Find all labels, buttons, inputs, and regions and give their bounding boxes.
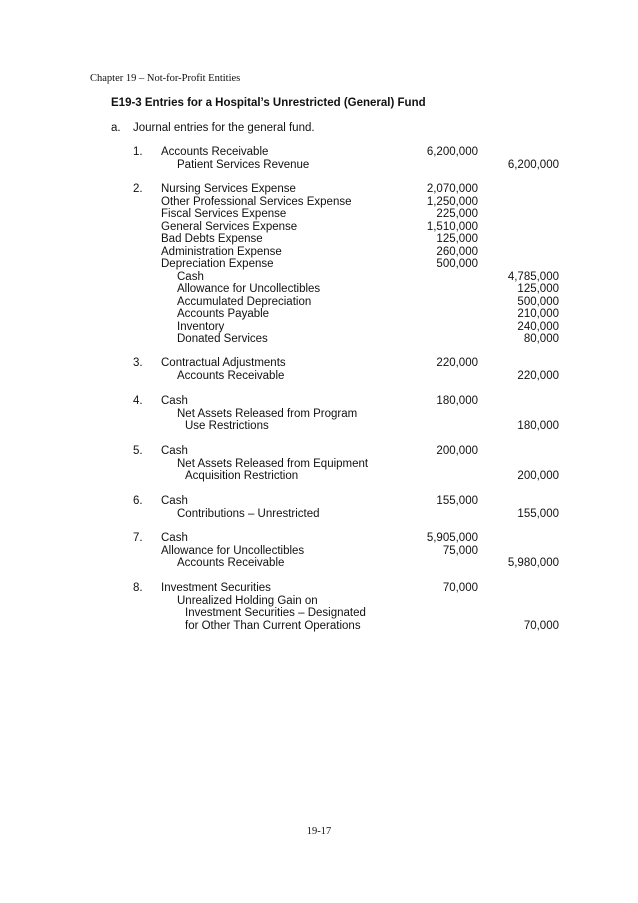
credit-account: Patient Services Revenue: [177, 158, 310, 171]
journal-line: [0, 495, 638, 508]
credit-account: Cash: [177, 270, 204, 283]
credit-amount: 200,000: [517, 470, 559, 482]
debit-account: Cash: [161, 395, 188, 407]
credit-account: Unrealized Holding Gain on: [177, 594, 318, 607]
journal-line: [0, 296, 638, 309]
debit-amount: 2,070,000: [426, 183, 478, 195]
running-header: Chapter 19 – Not-for-Profit Entities: [90, 73, 241, 84]
credit-amount: 180,000: [517, 420, 559, 432]
debit-account: General Services Expense: [161, 220, 298, 233]
journal-line: [0, 545, 638, 558]
debit-account: Accounts Receivable: [161, 146, 269, 158]
journal-line: [0, 370, 638, 383]
debit-amount: 220,000: [436, 357, 478, 369]
debit-amount: 155,000: [436, 495, 478, 507]
debit-account: Contractual Adjustments: [161, 357, 286, 369]
credit-account: Contributions – Unrestricted: [177, 507, 320, 520]
credit-amount: 500,000: [517, 295, 559, 308]
journal-line: [0, 357, 638, 370]
journal-line: [0, 508, 638, 521]
debit-amount: 1,510,000: [426, 220, 478, 233]
debit-amount: 1,250,000: [426, 195, 478, 208]
credit-amount: 4,785,000: [507, 270, 559, 283]
journal-line: [0, 458, 638, 471]
credit-account: Accumulated Depreciation: [177, 295, 312, 308]
entry-number: 4.: [133, 395, 143, 407]
credit-amount: 155,000: [517, 507, 559, 520]
debit-account: Cash: [161, 445, 188, 457]
entry-number: 5.: [133, 445, 143, 457]
credit-account: Allowance for Uncollectibles: [177, 283, 321, 295]
journal-line: [0, 246, 638, 259]
credit-amount: 210,000: [517, 308, 559, 320]
credit-account: Accounts Receivable: [177, 557, 285, 569]
credit-amount: 220,000: [517, 369, 559, 382]
journal-line: [0, 557, 638, 570]
credit-account: Net Assets Released from Equipment: [177, 457, 369, 470]
credit-account: Investment Securities – Designated: [185, 607, 366, 619]
credit-amount: 80,000: [523, 333, 559, 345]
entry-number: 8.: [133, 582, 143, 594]
debit-amount: 225,000: [436, 208, 478, 220]
journal-line: [0, 395, 638, 408]
debit-account: Other Professional Services Expense: [161, 195, 352, 208]
credit-account: Use Restrictions: [185, 420, 269, 432]
journal-line: [0, 607, 638, 620]
journal-line: [0, 408, 638, 421]
credit-account: Net Assets Released from Program: [177, 407, 358, 420]
journal-line: [0, 321, 638, 334]
debit-amount: 5,905,000: [426, 532, 478, 544]
part-letter: a.: [111, 122, 121, 134]
journal-line: [0, 159, 638, 172]
credit-account: for Other Than Current Operations: [185, 619, 361, 632]
debit-account: Allowance for Uncollectibles: [161, 544, 305, 557]
part-description: Journal entries for the general fund.: [133, 122, 315, 134]
debit-account: Cash: [161, 495, 188, 507]
debit-account: Investment Securities: [161, 582, 271, 594]
journal-line: [0, 420, 638, 433]
journal-line: [0, 532, 638, 545]
entry-number: 6.: [133, 495, 143, 507]
debit-amount: 70,000: [442, 582, 478, 594]
journal-line: [0, 208, 638, 221]
journal-line: [0, 221, 638, 234]
debit-account: Administration Expense: [161, 245, 282, 258]
debit-amount: 500,000: [436, 258, 478, 270]
credit-amount: 5,980,000: [507, 557, 559, 569]
debit-account: Bad Debts Expense: [161, 233, 263, 245]
entry-number: 7.: [133, 532, 143, 544]
page-number: 19-17: [306, 826, 332, 837]
debit-account: Fiscal Services Expense: [161, 208, 287, 220]
credit-account: Donated Services: [177, 333, 268, 345]
debit-amount: 180,000: [436, 395, 478, 407]
debit-account: Cash: [161, 532, 188, 544]
journal-line: [0, 271, 638, 284]
credit-amount: 240,000: [517, 320, 559, 333]
debit-account: Depreciation Expense: [161, 258, 274, 270]
credit-account: Acquisition Restriction: [185, 470, 299, 482]
journal-line: [0, 620, 638, 633]
entry-number: 1.: [133, 146, 143, 158]
debit-amount: 125,000: [436, 233, 478, 245]
debit-amount: 200,000: [436, 445, 478, 457]
entry-number: 2.: [133, 183, 143, 195]
credit-account: Inventory: [177, 320, 225, 333]
credit-amount: 70,000: [523, 619, 559, 632]
debit-amount: 260,000: [436, 245, 478, 258]
credit-account: Accounts Receivable: [177, 369, 285, 382]
debit-amount: 6,200,000: [426, 146, 478, 158]
credit-amount: 6,200,000: [507, 158, 559, 171]
debit-amount: 75,000: [442, 544, 478, 557]
journal-line: [0, 595, 638, 608]
journal-line: [0, 196, 638, 209]
journal-line: [0, 582, 638, 595]
journal-line: [0, 146, 638, 159]
exercise-title: E19-3 Entries for a Hospital’s Unrestricted (General) Fund: [111, 97, 426, 109]
credit-account: Accounts Payable: [177, 308, 270, 320]
journal-line: [0, 333, 638, 346]
journal-line: [0, 445, 638, 458]
journal-line: [0, 183, 638, 196]
journal-line: [0, 283, 638, 296]
journal-line: [0, 233, 638, 246]
journal-line: [0, 308, 638, 321]
journal-line: [0, 470, 638, 483]
journal-line: [0, 258, 638, 271]
entry-number: 3.: [133, 357, 143, 369]
debit-account: Nursing Services Expense: [161, 183, 296, 195]
credit-amount: 125,000: [517, 283, 559, 295]
